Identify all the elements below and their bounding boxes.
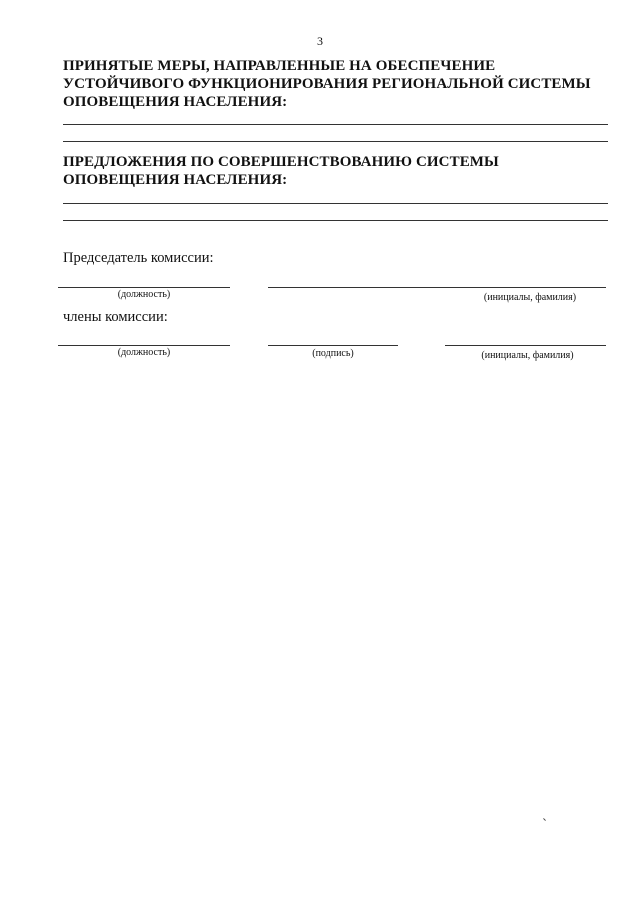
proposals-heading xyxy=(63,153,611,189)
members-label: члены комиссии: xyxy=(63,309,168,325)
measures-heading-line-2: УСТОЙЧИВОГО ФУНКЦИОНИРОВАНИЯ РЕГИОНАЛЬНОЙ СИСТЕМЫ xyxy=(63,76,591,92)
chairman-name-caption: (инициалы, фамилия) xyxy=(483,292,577,303)
measures-heading-line-3: ОПОВЕЩЕНИЯ НАСЕЛЕНИЯ: xyxy=(63,94,288,110)
page-number: 3 xyxy=(317,34,323,48)
chairman-name-line xyxy=(268,287,606,288)
measures-heading xyxy=(63,57,611,111)
chairman-position-caption: (должность) xyxy=(117,289,171,300)
members-signature-line xyxy=(268,345,398,346)
proposals-fill-line-2 xyxy=(63,220,608,221)
measures-fill-line-1 xyxy=(63,124,608,125)
measures-fill-line-2 xyxy=(63,141,608,142)
members-position-line xyxy=(58,345,230,346)
scan-speck xyxy=(543,818,546,821)
proposals-fill-line-1 xyxy=(63,203,608,204)
chairman-label: Председатель комиссии: xyxy=(63,250,214,266)
measures-heading-line-1: ПРИНЯТЫЕ МЕРЫ, НАПРАВЛЕННЫЕ НА ОБЕСПЕЧЕНИЕ xyxy=(63,58,496,74)
members-signature-caption: (подпись) xyxy=(312,348,354,359)
proposals-heading-line-2: ОПОВЕЩЕНИЯ НАСЕЛЕНИЯ: xyxy=(63,172,288,188)
chairman-position-line xyxy=(58,287,230,288)
members-name-caption: (инициалы, фамилия) xyxy=(481,350,574,361)
members-name-line xyxy=(445,345,606,346)
proposals-heading-line-1: ПРЕДЛОЖЕНИЯ ПО СОВЕРШЕНСТВОВАНИЮ СИСТЕМЫ xyxy=(63,154,499,170)
members-position-caption: (должность) xyxy=(117,347,171,358)
